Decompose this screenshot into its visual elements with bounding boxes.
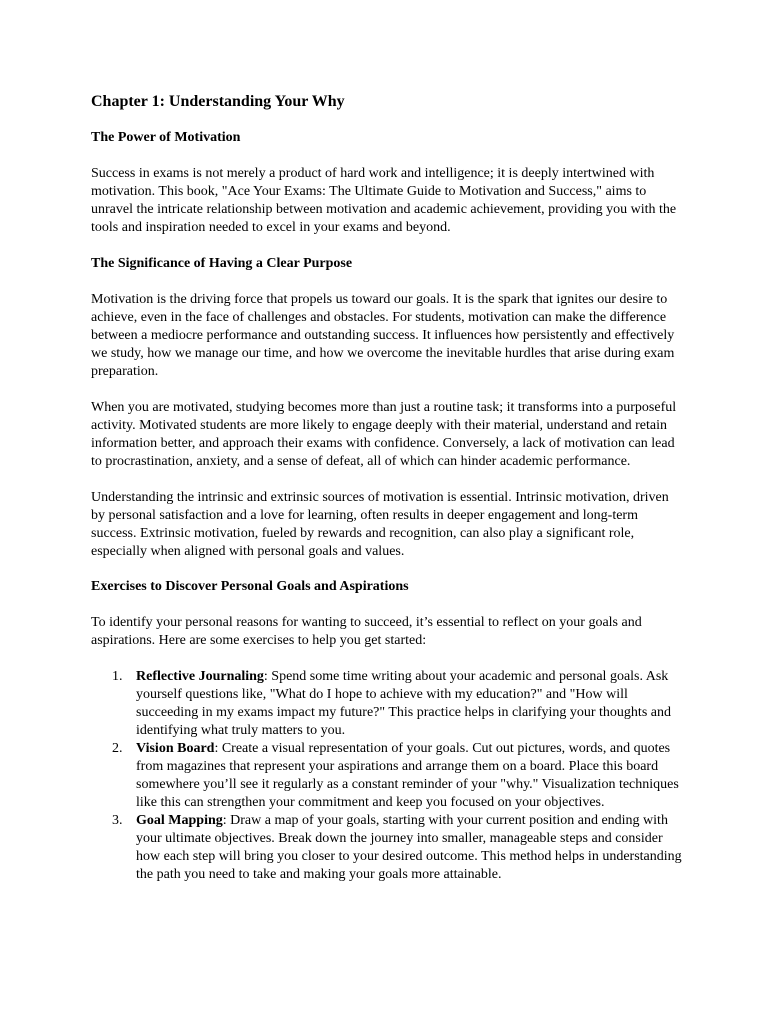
- paragraph-clear-purpose-2: When you are motivated, studying becomes more than just a routine task; it transforms into a purposeful activity. Motivated students are more likely to engage deeply with their material, understand and retain information better, and approach their exams with confidence. Conversely, a lack of motivation can lead to procrastination, anxiety, and a sense of defeat, all of which can hinder academic performance.: [91, 400, 677, 469]
- exercise-text: : Spend some time writing about your academic and personal goals. Ask yourself questions like, "What do I hope to achieve with my education?" and "How will succeeding in my exams impact my future?" This practice helps in clarifying your thoughts and identifying what truly matters to you.: [136, 669, 671, 738]
- exercise-text: : Draw a map of your goals, starting with your current position and ending with your ultimate objectives. Break down the journey into smaller, manageable steps and consider how each step will bring you closer to your desired outcome. This method helps in understanding the path you need to take and making your goals more attainable.: [136, 813, 682, 882]
- exercise-term: Reflective Journaling: [136, 669, 264, 684]
- paragraph-clear-purpose-3: Understanding the intrinsic and extrinsic sources of motivation is essential. Intrinsic motivation, driven by personal satisfaction and a love for learning, often results in deeper engagement and long-term success. Extrinsic motivation, fueled by rewards and recognition, can also play a significant role, especially when aligned with personal goals and values.: [91, 490, 669, 559]
- exercise-term: Vision Board: [136, 741, 215, 756]
- document-page: [91, 88, 683, 884]
- exercise-text: : Create a visual representation of your goals. Cut out pictures, words, and quotes from magazines that represent your aspirations and arrange them on a board. Place this board somewhere you’ll see it regularly as a constant reminder of your "why." Visualization techniques like this can strengthen your commitment and keep you focused on your objectives.: [136, 741, 679, 810]
- paragraph-clear-purpose-1: Motivation is the driving force that propels us toward our goals. It is the spark that ignites our desire to achieve, even in the face of challenges and obstacles. For students, motivation can make the difference between a mediocre performance and outstanding success. It influences how persistently and effectively we study, how we manage our time, and how we overcome the inevitable hurdles that arise during exam preparation.: [91, 292, 675, 379]
- paragraph-exercises-intro: To identify your personal reasons for wanting to succeed, it’s essential to reflect on your goals and aspirations. Here are some exercises to help you get started:: [91, 615, 642, 648]
- list-number: 2.: [112, 741, 123, 756]
- exercise-item-reflective-journaling: [91, 668, 683, 740]
- exercise-term: Goal Mapping: [136, 813, 223, 828]
- list-number: 3.: [112, 813, 123, 828]
- paragraph-power-of-motivation: Success in exams is not merely a product of hard work and intelligence; it is deeply intertwined with motivation. This book, "Ace Your Exams: The Ultimate Guide to Motivation and Success," aims to unravel the intricate relationship between motivation and academic achievement, providing you with the tools and inspiration needed to excel in your exams and beyond.: [91, 166, 677, 235]
- section-heading-clear-purpose: The Significance of Having a Clear Purpose: [91, 256, 353, 271]
- exercise-item-goal-mapping: [91, 812, 683, 884]
- section-heading-power-of-motivation: The Power of Motivation: [91, 130, 241, 145]
- section-heading-exercises: Exercises to Discover Personal Goals and Aspirations: [91, 579, 409, 594]
- chapter-title: Chapter 1: Understanding Your Why: [91, 93, 345, 110]
- exercises-list: [91, 668, 683, 884]
- list-number: 1.: [112, 669, 123, 684]
- exercise-item-vision-board: [91, 740, 683, 812]
